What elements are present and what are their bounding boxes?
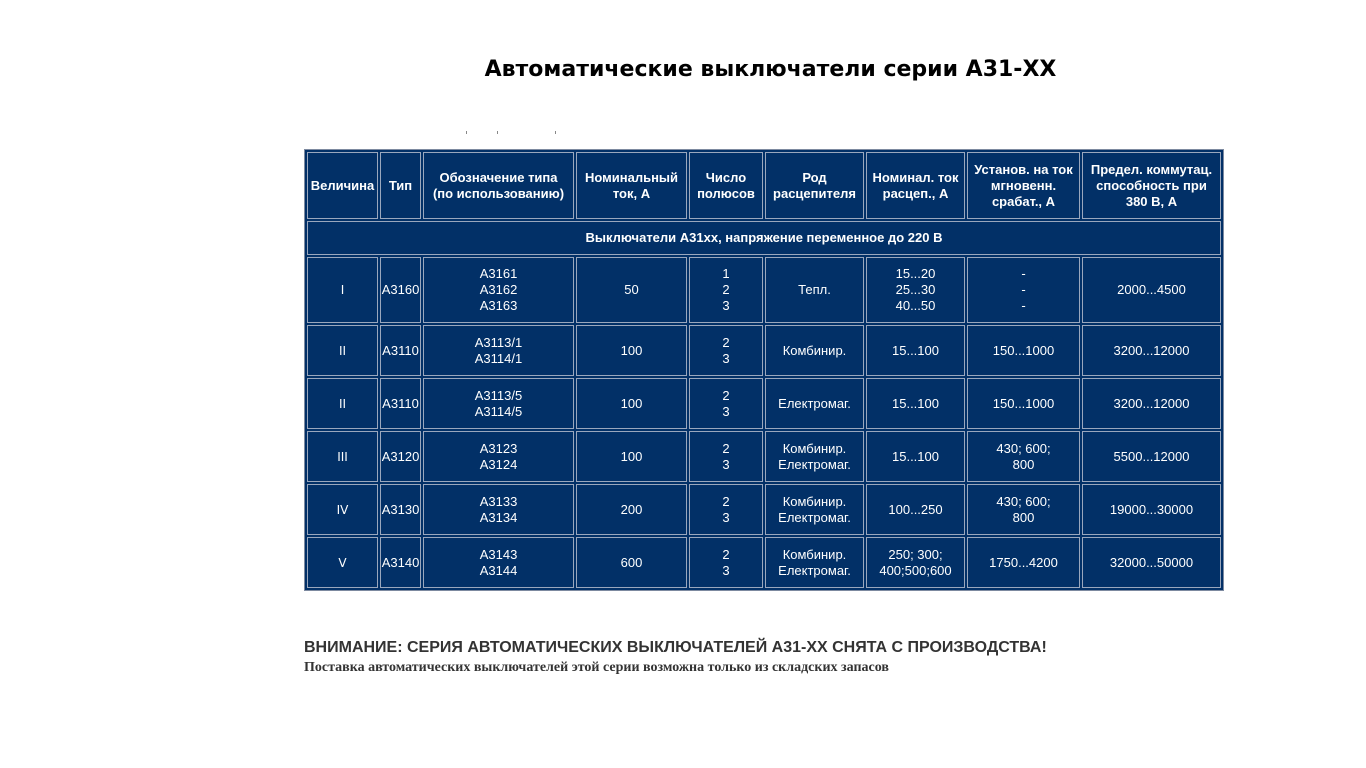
table-cell: Комбинир. Електромаг. — [765, 537, 864, 588]
table-cell: 1750...4200 — [967, 537, 1080, 588]
table-cell: А3143 А3144 — [423, 537, 574, 588]
table-cell: А3120 — [380, 431, 421, 482]
stock-note: Поставка автоматических выключателей этой серии возможна только из складских запасов — [304, 660, 889, 675]
table-cell: 19000...30000 — [1082, 484, 1221, 535]
table-cell: 2 3 — [689, 378, 763, 429]
column-header: Предел. коммутац. способность при 380 В, А — [1082, 152, 1221, 219]
table-cell: 600 — [576, 537, 687, 588]
table-row — [307, 537, 1221, 588]
table-cell: 2 3 — [689, 325, 763, 376]
column-header: Номинал. ток расцеп., А — [866, 152, 965, 219]
table-cell: А3110 — [380, 325, 421, 376]
table-cell: II — [307, 378, 378, 429]
table-header-row — [307, 152, 1221, 219]
table-cell: 100 — [576, 431, 687, 482]
table-cell: А3133 А3134 — [423, 484, 574, 535]
table-cell: 100...250 — [866, 484, 965, 535]
table-cell: А3110 — [380, 378, 421, 429]
table-row — [307, 431, 1221, 482]
table-cell: 15...100 — [866, 431, 965, 482]
table-cell: 5500...12000 — [1082, 431, 1221, 482]
table-cell: 32000...50000 — [1082, 537, 1221, 588]
table-cell: I — [307, 257, 378, 323]
table-row — [307, 484, 1221, 535]
table-row — [307, 325, 1221, 376]
table-cell: 2 3 — [689, 431, 763, 482]
table-cell: А3160 — [380, 257, 421, 323]
group-title: Выключатели А31хх, напряжение переменное до 220 В — [307, 221, 1221, 255]
table-row — [307, 378, 1221, 429]
table-cell: 15...100 — [866, 325, 965, 376]
table-cell: 3200...12000 — [1082, 325, 1221, 376]
table-cell: III — [307, 431, 378, 482]
column-header: Установ. на ток мгновенн. срабат., А — [967, 152, 1080, 219]
table-cell: 15...20 25...30 40...50 — [866, 257, 965, 323]
table-cell: - - - — [967, 257, 1080, 323]
table-cell: 50 — [576, 257, 687, 323]
table-cell: II — [307, 325, 378, 376]
table-cell: Комбинир. — [765, 325, 864, 376]
column-header: Номинальный ток, А — [576, 152, 687, 219]
table-cell: 2000...4500 — [1082, 257, 1221, 323]
table-cell: 150...1000 — [967, 378, 1080, 429]
discontinued-warning: ВНИМАНИЕ: СЕРИЯ АВТОМАТИЧЕСКИХ ВЫКЛЮЧАТЕЛЕЙ А31-ХХ СНЯТА С ПРОИЗВОДСТВА! — [304, 639, 1047, 656]
column-header: Число полюсов — [689, 152, 763, 219]
table-group-row — [307, 221, 1221, 255]
table-cell: А3123 А3124 — [423, 431, 574, 482]
table-cell: 2 3 — [689, 537, 763, 588]
column-header: Обозначение типа (по использованию) — [423, 152, 574, 219]
table-cell: А3130 — [380, 484, 421, 535]
table-cell: 3200...12000 — [1082, 378, 1221, 429]
table-cell: 150...1000 — [967, 325, 1080, 376]
table-cell: Комбинир. Електромаг. — [765, 431, 864, 482]
table-cell: Електромаг. — [765, 378, 864, 429]
table-cell: IV — [307, 484, 378, 535]
table-cell: А3140 — [380, 537, 421, 588]
table-cell: 430; 600; 800 — [967, 484, 1080, 535]
decorative-dots — [466, 131, 558, 135]
table-cell: А3161 А3162 А3163 — [423, 257, 574, 323]
table-cell: Тепл. — [765, 257, 864, 323]
table-cell: 430; 600; 800 — [967, 431, 1080, 482]
table-cell: V — [307, 537, 378, 588]
table-cell: 2 3 — [689, 484, 763, 535]
column-header: Род расцепителя — [765, 152, 864, 219]
table-row — [307, 257, 1221, 323]
circuit-breaker-table — [304, 149, 1224, 591]
table-cell: 100 — [576, 325, 687, 376]
table-cell: 100 — [576, 378, 687, 429]
column-header: Величина — [307, 152, 378, 219]
page-title: Автоматические выключатели серии А31-ХХ — [484, 57, 1057, 82]
table-cell: 250; 300; 400;500;600 — [866, 537, 965, 588]
table-cell: Комбинир. Електромаг. — [765, 484, 864, 535]
table-cell: 1 2 3 — [689, 257, 763, 323]
column-header: Тип — [380, 152, 421, 219]
table-cell: А3113/5 А3114/5 — [423, 378, 574, 429]
table-cell: А3113/1 А3114/1 — [423, 325, 574, 376]
table-cell: 200 — [576, 484, 687, 535]
table-cell: 15...100 — [866, 378, 965, 429]
